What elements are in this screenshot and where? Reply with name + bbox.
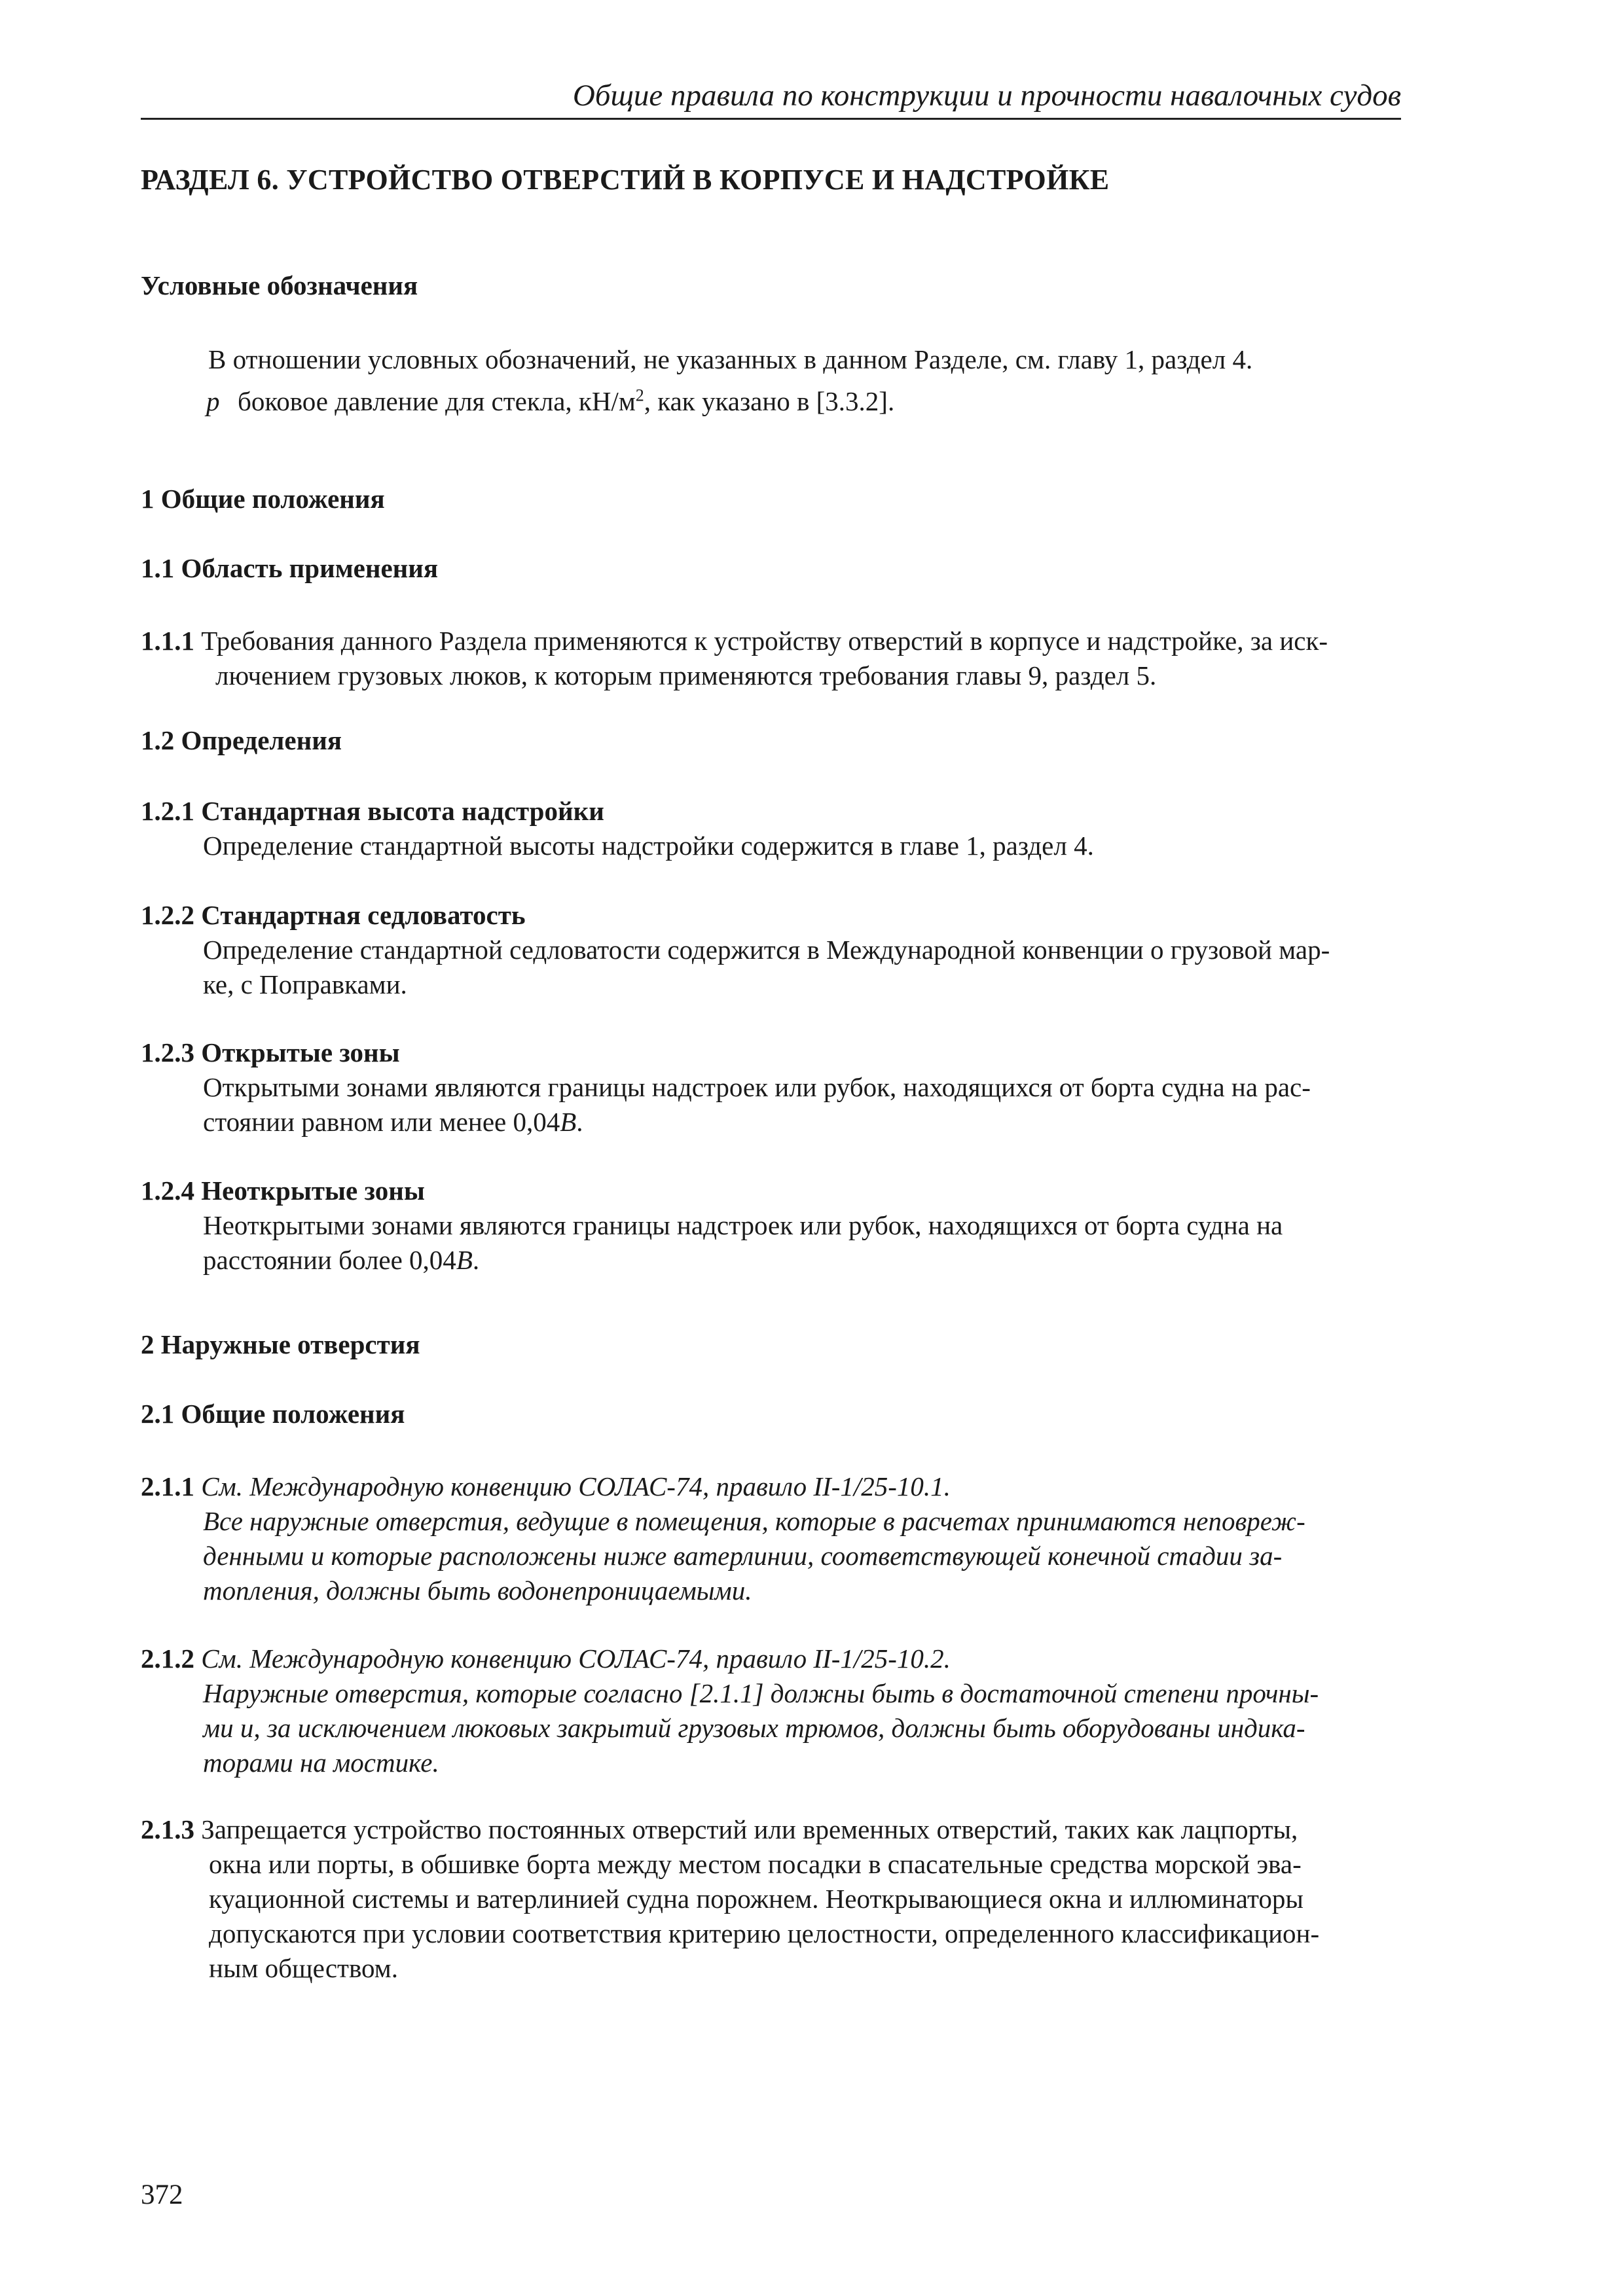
variable-b: B — [560, 1107, 577, 1137]
subsection-1-2-heading: 1.2 Определения — [141, 725, 342, 755]
paragraph-1-2-4 — [141, 1208, 1463, 1278]
paragraph-text: Запрещается устройство постоянных отверстий или временных отверстий, таких как лацпорты, — [201, 1814, 1298, 1844]
header-rule — [141, 118, 1401, 120]
paragraph-text: расстоянии более 0,04 — [203, 1245, 456, 1275]
symbol-p-definition — [141, 378, 1467, 419]
paragraph-text: ке, с Поправками. — [203, 969, 407, 999]
symbols-intro-text: В отношении условных обозначений, не указанных в данном Разделе, см. главу 1, раздел 4. — [208, 344, 1253, 374]
paragraph-2-1-1 — [141, 1469, 1401, 1608]
paragraph-text: торами на мостике. — [203, 1748, 439, 1778]
paragraph-text: лючением грузовых люков, к которым применяются требования главы 9, раздел 5. — [215, 660, 1157, 691]
paragraph-text: ми и, за исключением люковых закрытий грузовых трюмов, должны быть оборудованы индика- — [203, 1713, 1305, 1743]
paragraph-2-1-2 — [141, 1641, 1401, 1780]
paragraph-reference: См. Международную конвенцию СОЛАС-74, правило II-1/25-10.1. — [201, 1471, 951, 1501]
paragraph-1-2-2 — [141, 933, 1463, 1002]
section-title: РАЗДЕЛ 6. УСТРОЙСТВО ОТВЕРСТИЙ В КОРПУСЕ И НАДСТРОЙКЕ — [141, 164, 1110, 196]
paragraph-text: допускаются при условии соответствия критерию целостности, определенного классификацион- — [209, 1918, 1320, 1948]
paragraph-1-2-3 — [141, 1070, 1463, 1139]
paragraph-1-2-1: Определение стандартной высоты надстройки содержится в главе 1, раздел 4. — [203, 831, 1094, 861]
paragraph-text: окна или порты, в обшивке борта между местом посадки в спасательные средства морской эва- — [209, 1849, 1302, 1879]
symbol-p: p — [206, 386, 220, 416]
symbols-intro — [141, 342, 1468, 377]
subsection-1-1-heading: 1.1 Область применения — [141, 553, 439, 583]
section-2-heading: 2 Наружные отверстия — [141, 1329, 420, 1359]
symbol-p-text — [238, 386, 894, 416]
symbol-p-text-ref: , как указано в [3.3.2]. — [644, 386, 895, 416]
paragraph-number: 2.1.3 — [141, 1814, 194, 1844]
paragraph-text: денными и которые расположены ниже ватерлинии, соответствующей конечной стадии за- — [203, 1541, 1283, 1571]
paragraph-text: Открытыми зонами являются границы надстроек или рубок, находящихся от борта судна на рас- — [203, 1072, 1311, 1102]
paragraph-text: Наружные отверстия, которые согласно [2.1.1] должны быть в достаточной степени прочны- — [203, 1678, 1319, 1708]
paragraph-text: ным обществом. — [209, 1953, 398, 1983]
variable-b: B — [456, 1245, 473, 1275]
symbol-p-unit-exponent: 2 — [635, 386, 644, 404]
paragraph-number: 1.1.1 — [141, 626, 194, 656]
heading-1-2-2: 1.2.2 Стандартная седловатость — [141, 900, 526, 930]
running-head: Общие правила по конструкции и прочности навалочных судов — [572, 79, 1401, 113]
paragraph-text: Требования данного Раздела применяются к устройству отверстий в корпусе и надстройке, за иск- — [201, 626, 1328, 656]
heading-1-2-4: 1.2.4 Неоткрытые зоны — [141, 1175, 425, 1206]
paragraph-number: 2.1.2 — [141, 1643, 194, 1674]
section-1-heading: 1 Общие положения — [141, 484, 385, 514]
symbol-p-text-main: боковое давление для стекла, кН/м — [238, 386, 636, 416]
paragraph-number: 2.1.1 — [141, 1471, 194, 1501]
paragraph-2-1-3 — [141, 1812, 1401, 1986]
subsection-2-1-heading: 2.1 Общие положения — [141, 1399, 405, 1429]
paragraph-text: . — [576, 1107, 583, 1137]
paragraph-1-1-1 — [141, 624, 1401, 693]
paragraph-text: стоянии равном или менее 0,04 — [203, 1107, 560, 1137]
paragraph-text: Определение стандартной седловатости содержится в Международной конвенции о грузовой мар- — [203, 935, 1330, 965]
paragraph-text: куационной системы и ватерлинией судна порожнем. Неоткрывающиеся окна и иллюминаторы — [209, 1884, 1304, 1914]
paragraph-text: Неоткрытыми зонами являются границы надстроек или рубок, находящихся от борта судна на — [203, 1210, 1283, 1240]
paragraph-text: . — [472, 1245, 480, 1275]
paragraph-text: топления, должны быть водонепроницаемыми. — [203, 1575, 752, 1605]
symbols-heading: Условные обозначения — [141, 270, 418, 300]
heading-1-2-1: 1.2.1 Стандартная высота надстройки — [141, 796, 604, 826]
page-number: 372 — [141, 2179, 183, 2210]
heading-1-2-3: 1.2.3 Открытые зоны — [141, 1037, 400, 1067]
paragraph-reference: См. Международную конвенцию СОЛАС-74, правило II-1/25-10.2. — [201, 1643, 951, 1674]
paragraph-text: Все наружные отверстия, ведущие в помещения, которые в расчетах принимаются неповреж- — [203, 1506, 1305, 1536]
